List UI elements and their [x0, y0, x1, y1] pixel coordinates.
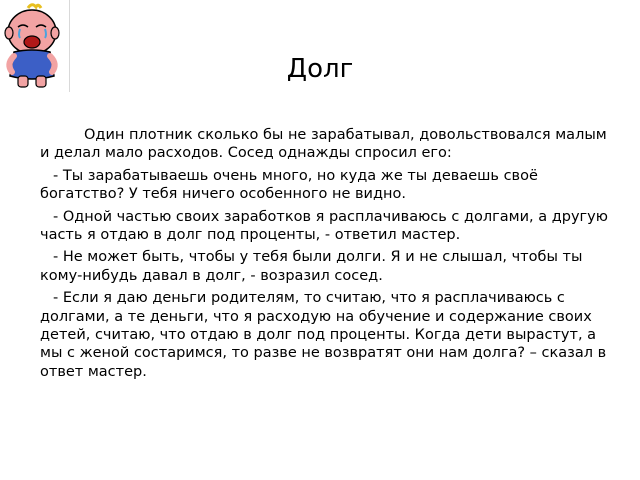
paragraph-neighbor-question: - Ты зарабатываешь очень много, но куда же ты деваешь своё богатство? У тебя ничего особенного не видно.	[40, 167, 538, 203]
paragraph-master-explanation: - Если я даю деньги родителям, то считаю, что я расплачиваюсь с долгами, а те деньги, что я расходую на обучение и содержание своих детей, считаю, что отдаю в долг под проценты. Когда дети вырастут, а мы с женой состаримся, то разве не возвратят они нам долга? – сказал в ответ мастер.	[40, 290, 607, 380]
slide-body	[40, 126, 620, 385]
paragraph-master-answer: - Одной частью своих заработков я расплачиваюсь с долгами, а другую часть я отдаю в долг под проценты, - ответил мастер.	[40, 208, 608, 244]
paragraph-neighbor-objection: - Не может быть, чтобы у тебя были долги. Я и не слышал, чтобы ты кому-нибудь давал в долг, - возразил сосед.	[40, 249, 583, 284]
slide-title: Долг	[286, 54, 354, 84]
paragraph-intro: Один плотник сколько бы не зарабатывал, довольствовался малым и делал мало расходов. Сосед однажды спросил его:	[40, 127, 607, 162]
